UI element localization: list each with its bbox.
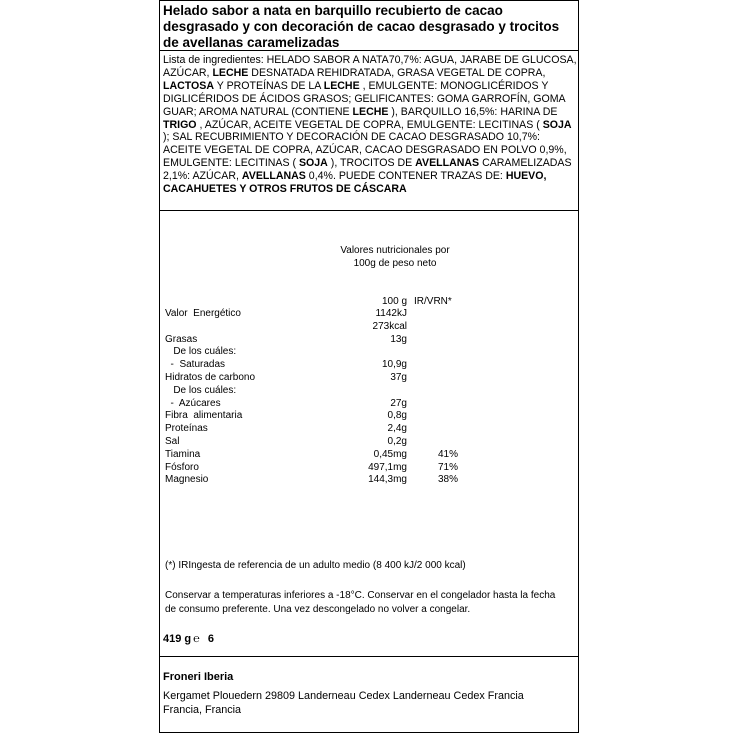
product-title: Helado sabor a nata en barquillo recubierto de cacao desgrasado y con decoración de cacao desgrasado y trocitos de avellanas caramelizadas	[163, 3, 560, 50]
allergen: LECHE	[352, 105, 389, 118]
nutrient-label: De los cuáles:	[165, 384, 237, 396]
nutrient-value: 273kcal	[372, 320, 407, 332]
nutrient-percent: 71%	[438, 461, 459, 473]
company-address	[163, 689, 573, 717]
ingredient-text: , EMULGENTE: MONOGLICÉRIDOS Y DIGLICÉRIDOS DE ÁCIDOS GRASOS; GELIFICANTES: GOMA GARROFÍN, GOMA GUAR; AROMA NATURAL (CONTIENE	[163, 79, 566, 118]
allergen: LECHE	[323, 79, 360, 92]
allergen: LECHE	[212, 66, 249, 79]
nutrient-value: 0,2g	[387, 436, 407, 447]
nutrient-value: 144,3mg	[368, 474, 407, 486]
nutrient-value: 0,8g	[387, 410, 407, 422]
ingredient-text: Y PROTEÍNAS DE LA	[214, 79, 324, 92]
ingredient-text: ), BARQUILLO 16,5%: HARINA DE	[388, 105, 558, 118]
ingredient-text: 0,4%. PUEDE CONTENER TRAZAS DE:	[305, 170, 506, 183]
nutrient-label: Magnesio	[165, 474, 209, 486]
nutrient-label: De los cuáles:	[165, 346, 237, 358]
net-weight-value: 419 g	[163, 633, 192, 645]
nutrient-label: Valor Energético	[165, 308, 241, 319]
allergen: SOJA	[542, 118, 572, 131]
nutrition-heading-line2: 100g de peso neto	[353, 258, 437, 269]
nutrient-label: - Azúcares	[165, 397, 221, 409]
ingredient-text: , AZÚCAR, ACEITE VEGETAL DE COPRA, EMULGENTE: LECITINAS (	[196, 118, 543, 131]
nutrition-heading-line1: Valores nutricionales por	[340, 245, 450, 256]
nutrient-value: 497,1mg	[368, 461, 407, 473]
nutrient-value: 2,4g	[387, 423, 407, 435]
allergen: AVELLANAS	[241, 170, 306, 183]
allergen: TRIGO	[163, 118, 197, 131]
allergen: AVELLANAS	[415, 157, 480, 170]
address-line: Kergamet Plouedern 29809 Landerneau Cedex Landerneau Cedex Francia	[163, 690, 524, 702]
nutrient-value: 13g	[390, 333, 407, 345]
column-100g: 100 g	[382, 296, 408, 307]
net-weight	[163, 633, 214, 645]
divider	[159, 656, 579, 657]
allergen: LACTOSA	[163, 79, 215, 92]
company-name: Froneri Iberia	[163, 671, 234, 683]
nutrient-label: Sal	[165, 436, 180, 447]
nutrient-label: Hidratos de carbono	[165, 372, 256, 383]
nutrient-label: Fósforo	[165, 461, 199, 473]
nutrient-value: 27g	[390, 397, 407, 409]
ingredient-text: CARAMELIZADAS 2,1%: AZÚCAR,	[163, 157, 572, 183]
ingredient-text: Lista de ingredientes: HELADO SABOR A NATA70,7%: AGUA, JARABE DE GLUCOSA, AZÚCAR,	[163, 54, 577, 79]
column-ir: IR/VRN*	[414, 296, 452, 307]
nutrient-value: 1142kJ	[375, 308, 407, 319]
storage-instructions: Conservar a temperaturas inferiores a -18°C. Conservar en el congelador hasta la fecha de consumo preferente. Una vez descongelado no volver a congelar.	[165, 590, 556, 615]
nutrient-value: 0,45mg	[373, 448, 407, 460]
nutrient-label: Tiamina	[165, 448, 201, 460]
ingredient-text: ); SAL RECUBRIMIENTO Y DECORACIÓN DE CACAO DESGRASADO 10,7%: ACEITE VEGETAL DE COPRA, AZÚCAR, CACAO DESGRASADO EN POLVO 0,9%, EMULGENTE: LECITINAS (	[163, 131, 567, 170]
nutrient-label: - Saturadas	[165, 359, 226, 371]
nutrient-value: 37g	[390, 372, 407, 383]
ingredient-text: ), TROCITOS DE	[327, 157, 416, 170]
nutrient-label: Proteínas	[165, 423, 208, 435]
allergen: SOJA	[298, 157, 328, 170]
address-line: Francia, Francia	[163, 704, 242, 716]
nutrient-percent: 41%	[438, 448, 459, 460]
nutrient-percent: 38%	[438, 474, 459, 486]
nutrition-heading	[330, 244, 460, 270]
nutrient-label: Grasas	[165, 333, 198, 345]
ingredients-list	[163, 54, 577, 196]
divider	[159, 210, 579, 211]
nutrient-label: Fibra alimentaria	[165, 410, 243, 422]
footnote: (*) IRIngesta de referencia de un adulto medio (8 400 kJ/2 000 kcal)	[165, 560, 466, 571]
nutrient-value: 10,9g	[381, 359, 407, 371]
ingredient-text: DESNATADA REHIDRATADA, GRASA VEGETAL DE COPRA,	[248, 66, 546, 79]
allergen: HUEVO, CACAHUETES Y OTROS FRUTOS DE CÁSCARA	[163, 170, 547, 196]
unit-count: 6	[207, 633, 214, 645]
estimated-sign-icon: ℮	[193, 633, 200, 645]
